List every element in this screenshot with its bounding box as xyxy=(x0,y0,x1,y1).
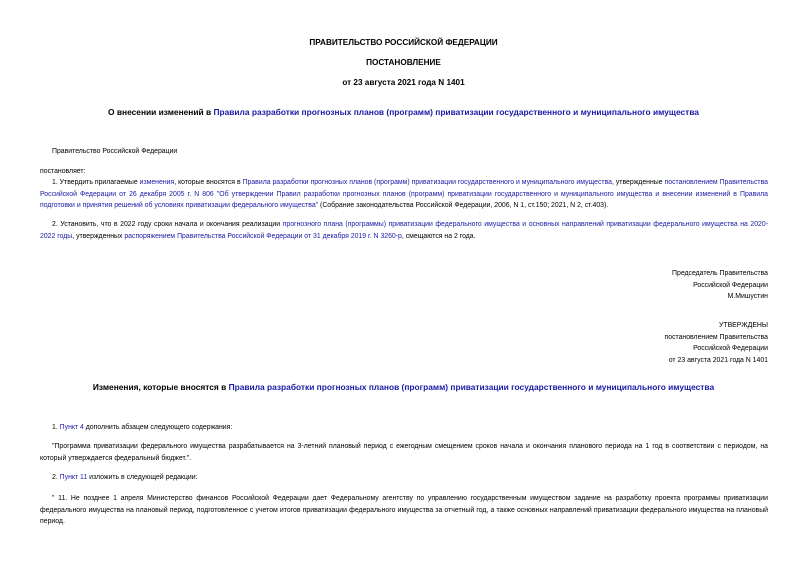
title-prefix: О внесении изменений в xyxy=(108,107,214,117)
c2-text-a: 2. xyxy=(52,474,60,481)
change-item-1 xyxy=(52,422,232,434)
approved-line-4: от 23 августа 2021 года N 1401 xyxy=(668,356,768,364)
p2-link-plan[interactable]: прогнозного плана (программы) приватизации федерального имущества и основных направлений приватизации федерального имущества на 2020-2022 годы xyxy=(40,221,769,240)
c2-link[interactable]: Пункт 11 xyxy=(59,474,88,481)
signature-line-2: Российской Федерации xyxy=(693,281,768,289)
intro-text: Правительство Российской Федерации xyxy=(52,148,178,155)
quote-1: "Программа приватизации федерального имущества разрабатывается на 3-летний плановый период с ежегодным смещением сроков начала и окончания планового периода на 1 год в соответствии с периодом, на который утверждается федеральный бюджет.". xyxy=(40,443,768,462)
p2-text-b: , утвержденных xyxy=(72,232,125,240)
c1-text-a: 1. xyxy=(52,424,60,431)
p1-text-c: , утвержденные xyxy=(612,179,665,186)
approved-block xyxy=(560,320,768,366)
changes-title-prefix: Изменения, которые вносятся в xyxy=(92,382,229,392)
signature-line-1: Председатель Правительства xyxy=(672,270,768,277)
decree-text: постановляет: xyxy=(40,168,86,175)
paragraph-1 xyxy=(40,177,768,212)
p1-link-rules[interactable]: Правила разработки прогнозных планов (программ) приватизации государственного и муниципального имущества xyxy=(242,179,612,186)
c1-text-b: дополнить абзацем следующего содержания: xyxy=(83,424,233,431)
p1-link-changes[interactable]: изменения xyxy=(139,179,175,186)
c1-link[interactable]: Пункт 4 xyxy=(59,424,84,431)
changes-title-link[interactable]: Правила разработки прогнозных планов (программ) приватизации государственного и муниципального имущества xyxy=(228,382,715,392)
document-type: ПОСТАНОВЛЕНИЕ xyxy=(366,58,441,67)
c2-text-b: изложить в следующей редакции: xyxy=(87,474,198,481)
p2-text-c: , смещаются на 2 года. xyxy=(401,232,476,240)
signature-line-3: М.Мишустин xyxy=(727,293,768,300)
document-date: от 23 августа 2021 года N 1401 xyxy=(342,78,465,87)
p1-link-decree[interactable]: постановлением Правительства Российской Федерации от 26 декабря 2005 г. N 806 "Об утверждении Правил разработки прогнозных планов (программ) приватизации государственного и муниципального имущества и внесении изменений в Правила подготовки и принятия решений об условиях приватизации федерального имущества" xyxy=(40,179,769,209)
quote-2: " 11. Не позднее 1 апреля Министерство финансов Российской Федерации дает Федеральному агентству по управлению государственным имуществом задание на разработку проекта программы приватизации федерального имущества на плановый период, подготовленное с учетом итогов приватизации федерального имущества за отчетный год, а также основных направлений приватизации федерального имущества на плановый период. xyxy=(40,495,768,525)
change-item-2 xyxy=(52,472,198,484)
document-title xyxy=(20,106,787,118)
p1-text-b: , которые вносятся в xyxy=(174,179,243,186)
approved-line-1: УТВЕРЖДЕНЫ xyxy=(719,322,768,329)
paragraph-2 xyxy=(40,219,768,242)
p2-text-a: 2. Установить, что в 2022 году сроки начала и окончания реализации xyxy=(52,221,283,228)
title-link[interactable]: Правила разработки прогнозных планов (программ) приватизации государственного и муниципального имущества xyxy=(213,107,699,117)
changes-title xyxy=(20,381,787,393)
signature-block xyxy=(560,268,768,303)
p2-link-order[interactable]: распоряжением Правительства Российской Федерации от 31 декабря 2019 г. N 3260-р xyxy=(124,232,402,240)
approved-line-3: Российской Федерации xyxy=(693,345,768,352)
approved-line-2: постановлением Правительства xyxy=(664,333,768,341)
p1-text-d: (Собрание законодательства Российской Федерации, 2006, N 1, ст.150; 2021, N 2, ст.403). xyxy=(318,202,609,209)
government-heading: ПРАВИТЕЛЬСТВО РОССИЙСКОЙ ФЕДЕРАЦИИ xyxy=(309,38,498,47)
p1-text-a: 1. Утвердить прилагаемые xyxy=(52,179,140,186)
